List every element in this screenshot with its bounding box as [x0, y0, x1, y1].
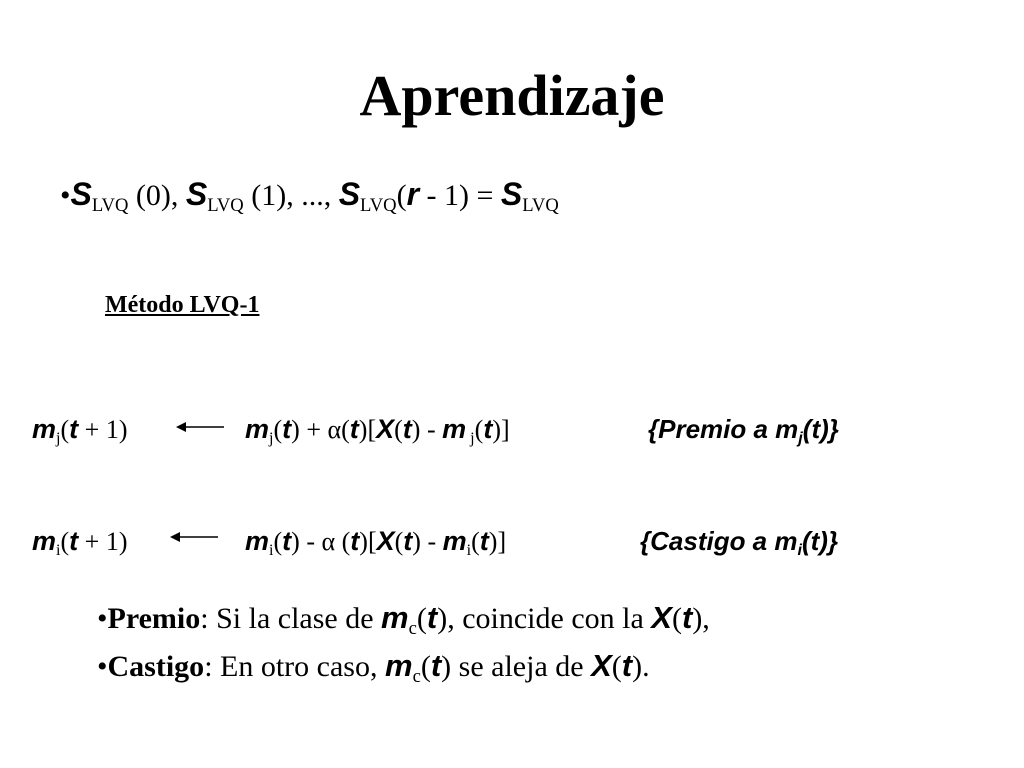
t-symbol: t: [430, 648, 442, 683]
paren: (: [394, 527, 404, 556]
plus-one: + 1): [78, 527, 128, 556]
paren: (: [394, 415, 403, 444]
premio-equation-rhs: [245, 414, 510, 448]
t-symbol: t: [403, 526, 413, 556]
i-subscript: i: [269, 542, 274, 560]
paren: (: [273, 415, 283, 444]
x-symbol: X: [591, 648, 612, 683]
m-symbol: m: [442, 414, 467, 444]
bracket-open: )[: [358, 415, 377, 444]
minus-sign: ) -: [291, 527, 322, 556]
m-symbol: m: [32, 414, 57, 444]
bracket-open: )[: [359, 527, 377, 556]
premio-equation-lhs: [32, 414, 128, 448]
paren: (: [416, 602, 427, 635]
x-symbol: X: [376, 414, 395, 444]
arg-1: (1), ...,: [243, 179, 339, 212]
castigo-bullet: [97, 648, 650, 688]
minus-sign: ) -: [412, 527, 443, 556]
paren: (: [611, 650, 622, 683]
slide-title: Aprendizaje: [359, 63, 665, 128]
lvq-subscript: LVQ: [522, 194, 559, 216]
bracket-close: )]: [492, 415, 510, 444]
lvq-subscript: LVQ: [360, 194, 397, 216]
bullet-symbol: •: [97, 650, 108, 683]
castigo-label-end: (t)}: [801, 526, 839, 556]
premio-bullet: [97, 600, 710, 640]
i-subscript: i: [466, 542, 472, 560]
premio-label-end: (t)}: [802, 414, 839, 444]
m-symbol: m: [245, 414, 270, 444]
j-subscript: j: [56, 430, 61, 448]
alpha-symbol: α(: [327, 415, 350, 444]
castigo-equation-rhs: [245, 526, 506, 560]
paren: (: [474, 415, 484, 444]
castigo-label: [640, 526, 838, 560]
s-symbol: S: [338, 176, 361, 212]
t-symbol: t: [69, 526, 79, 556]
m-symbol: m: [381, 600, 409, 635]
paren: (: [273, 527, 283, 556]
s-symbol: S: [185, 176, 208, 212]
c-subscript: c: [408, 617, 417, 639]
bracket-close: )]: [488, 527, 507, 556]
castigo-label-text: {Castigo a m: [640, 526, 798, 556]
castigo-end: ).: [632, 650, 650, 683]
t-symbol: t: [402, 414, 412, 444]
t-symbol: t: [479, 526, 489, 556]
premio-keyword: Premio: [107, 602, 201, 635]
c-subscript: c: [412, 665, 421, 687]
t-symbol: t: [621, 648, 633, 683]
castigo-text: : En otro caso,: [204, 650, 385, 683]
castigo-equation-lhs: [32, 526, 128, 560]
lvq-subscript: LVQ: [91, 194, 129, 216]
s-symbol: S: [70, 176, 92, 212]
j-subscript: j: [466, 430, 475, 448]
bullet-symbol: •: [60, 179, 71, 212]
premio-text-2: ), coincide con la: [437, 602, 652, 635]
t-symbol: t: [349, 414, 359, 444]
bullet-symbol: •: [97, 602, 108, 635]
t-symbol: t: [282, 526, 292, 556]
t-symbol: t: [350, 526, 360, 556]
m-symbol: m: [32, 526, 57, 556]
x-symbol: X: [376, 526, 395, 556]
premio-end: ),: [692, 602, 710, 635]
arg-close: - 1) =: [419, 179, 501, 212]
j-subscript: j: [269, 430, 274, 448]
paren: (: [420, 650, 431, 683]
lvq-subscript: LVQ: [207, 194, 244, 216]
i-subscript: i: [797, 541, 802, 560]
castigo-text-2: ) se aleja de: [441, 650, 592, 683]
premio-text: : Si la clase de: [200, 602, 382, 635]
i-subscript: i: [56, 542, 61, 560]
j-subscript: j: [798, 429, 803, 448]
m-symbol: m: [245, 526, 270, 556]
m-symbol: m: [442, 526, 467, 556]
t-symbol: t: [483, 414, 493, 444]
castigo-keyword: Castigo: [107, 650, 205, 683]
plus-one: + 1): [78, 415, 128, 444]
alpha-symbol: α (: [321, 527, 351, 556]
t-symbol: t: [681, 600, 693, 635]
paren: (: [471, 527, 480, 556]
paren: (: [60, 527, 70, 556]
r-symbol: r: [406, 176, 420, 212]
sequence-bullet: [60, 176, 559, 217]
premio-label: [648, 414, 839, 448]
method-heading: Método LVQ-1: [105, 292, 260, 318]
premio-label-text: {Premio a m: [648, 414, 799, 444]
left-arrow-icon: [170, 530, 220, 544]
x-symbol: X: [651, 600, 672, 635]
paren-open: (: [396, 179, 407, 212]
s-symbol: S: [500, 176, 523, 212]
minus-sign: ) -: [411, 415, 443, 444]
plus-sign: ) +: [291, 415, 328, 444]
m-symbol: m: [384, 648, 413, 683]
t-symbol: t: [426, 600, 438, 635]
paren: (: [671, 602, 682, 635]
t-symbol: t: [282, 414, 292, 444]
t-symbol: t: [69, 414, 79, 444]
left-arrow-icon: [176, 420, 226, 434]
paren: (: [60, 415, 70, 444]
arg-0: (0),: [128, 179, 186, 212]
